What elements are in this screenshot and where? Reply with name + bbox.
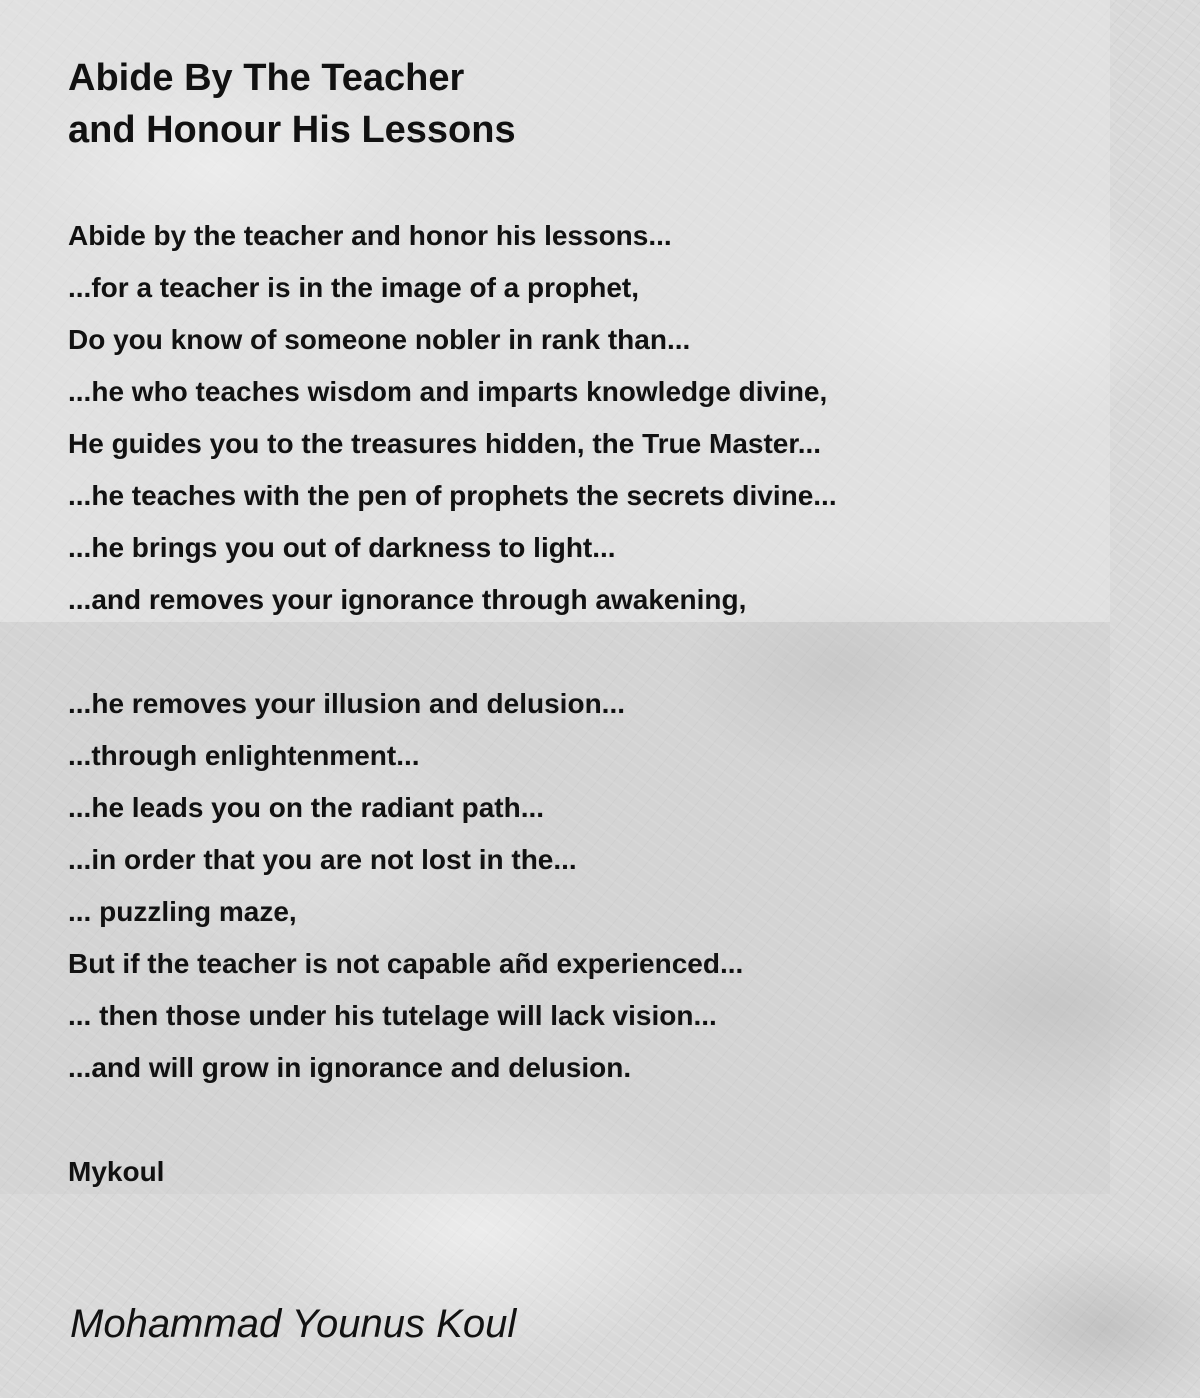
poem-line: ... then those under his tutelage will lack vision... [68, 1000, 717, 1031]
poem-line: ...he brings you out of darkness to light... [68, 532, 616, 563]
poem-line: ...he removes your illusion and delusion... [68, 688, 626, 719]
poem-container [68, 52, 1148, 1198]
stanza-divider [68, 626, 1148, 678]
poem-line: ...for a teacher is in the image of a prophet, [68, 272, 640, 303]
poem-line: But if the teacher is not capable añd experienced... [68, 948, 744, 979]
stanza-2 [68, 678, 1148, 1094]
poem-line: ...and removes your ignorance through awakening, [68, 584, 747, 615]
poem-title-line: Abide By The Teacher [68, 57, 465, 99]
poem-title-line: and Honour His Lessons [68, 109, 516, 151]
poem-line: ...through enlightenment... [68, 740, 420, 771]
poem-body [68, 210, 1148, 1198]
stanza-1 [68, 210, 1148, 626]
poem-line: ...he teaches with the pen of prophets the secrets divine... [68, 480, 837, 511]
author-name: Mohammad Younus Koul [70, 1302, 517, 1346]
poem-line: He guides you to the treasures hidden, the True Master... [68, 428, 822, 459]
poem-line: ...and will grow in ignorance and delusion. [68, 1052, 632, 1083]
poem-signature: Mykoul [68, 1156, 165, 1187]
poem-line: ...in order that you are not lost in the... [68, 844, 577, 875]
poem-title [68, 52, 1148, 156]
poem-line: Abide by the teacher and honor his lessons... [68, 220, 672, 251]
poem-line: ...he leads you on the radiant path... [68, 792, 545, 823]
poem-line: Do you know of someone nobler in rank than... [68, 324, 691, 355]
poem-line: ... puzzling maze, [68, 896, 297, 927]
poem-line: ...he who teaches wisdom and imparts knowledge divine, [68, 376, 828, 407]
